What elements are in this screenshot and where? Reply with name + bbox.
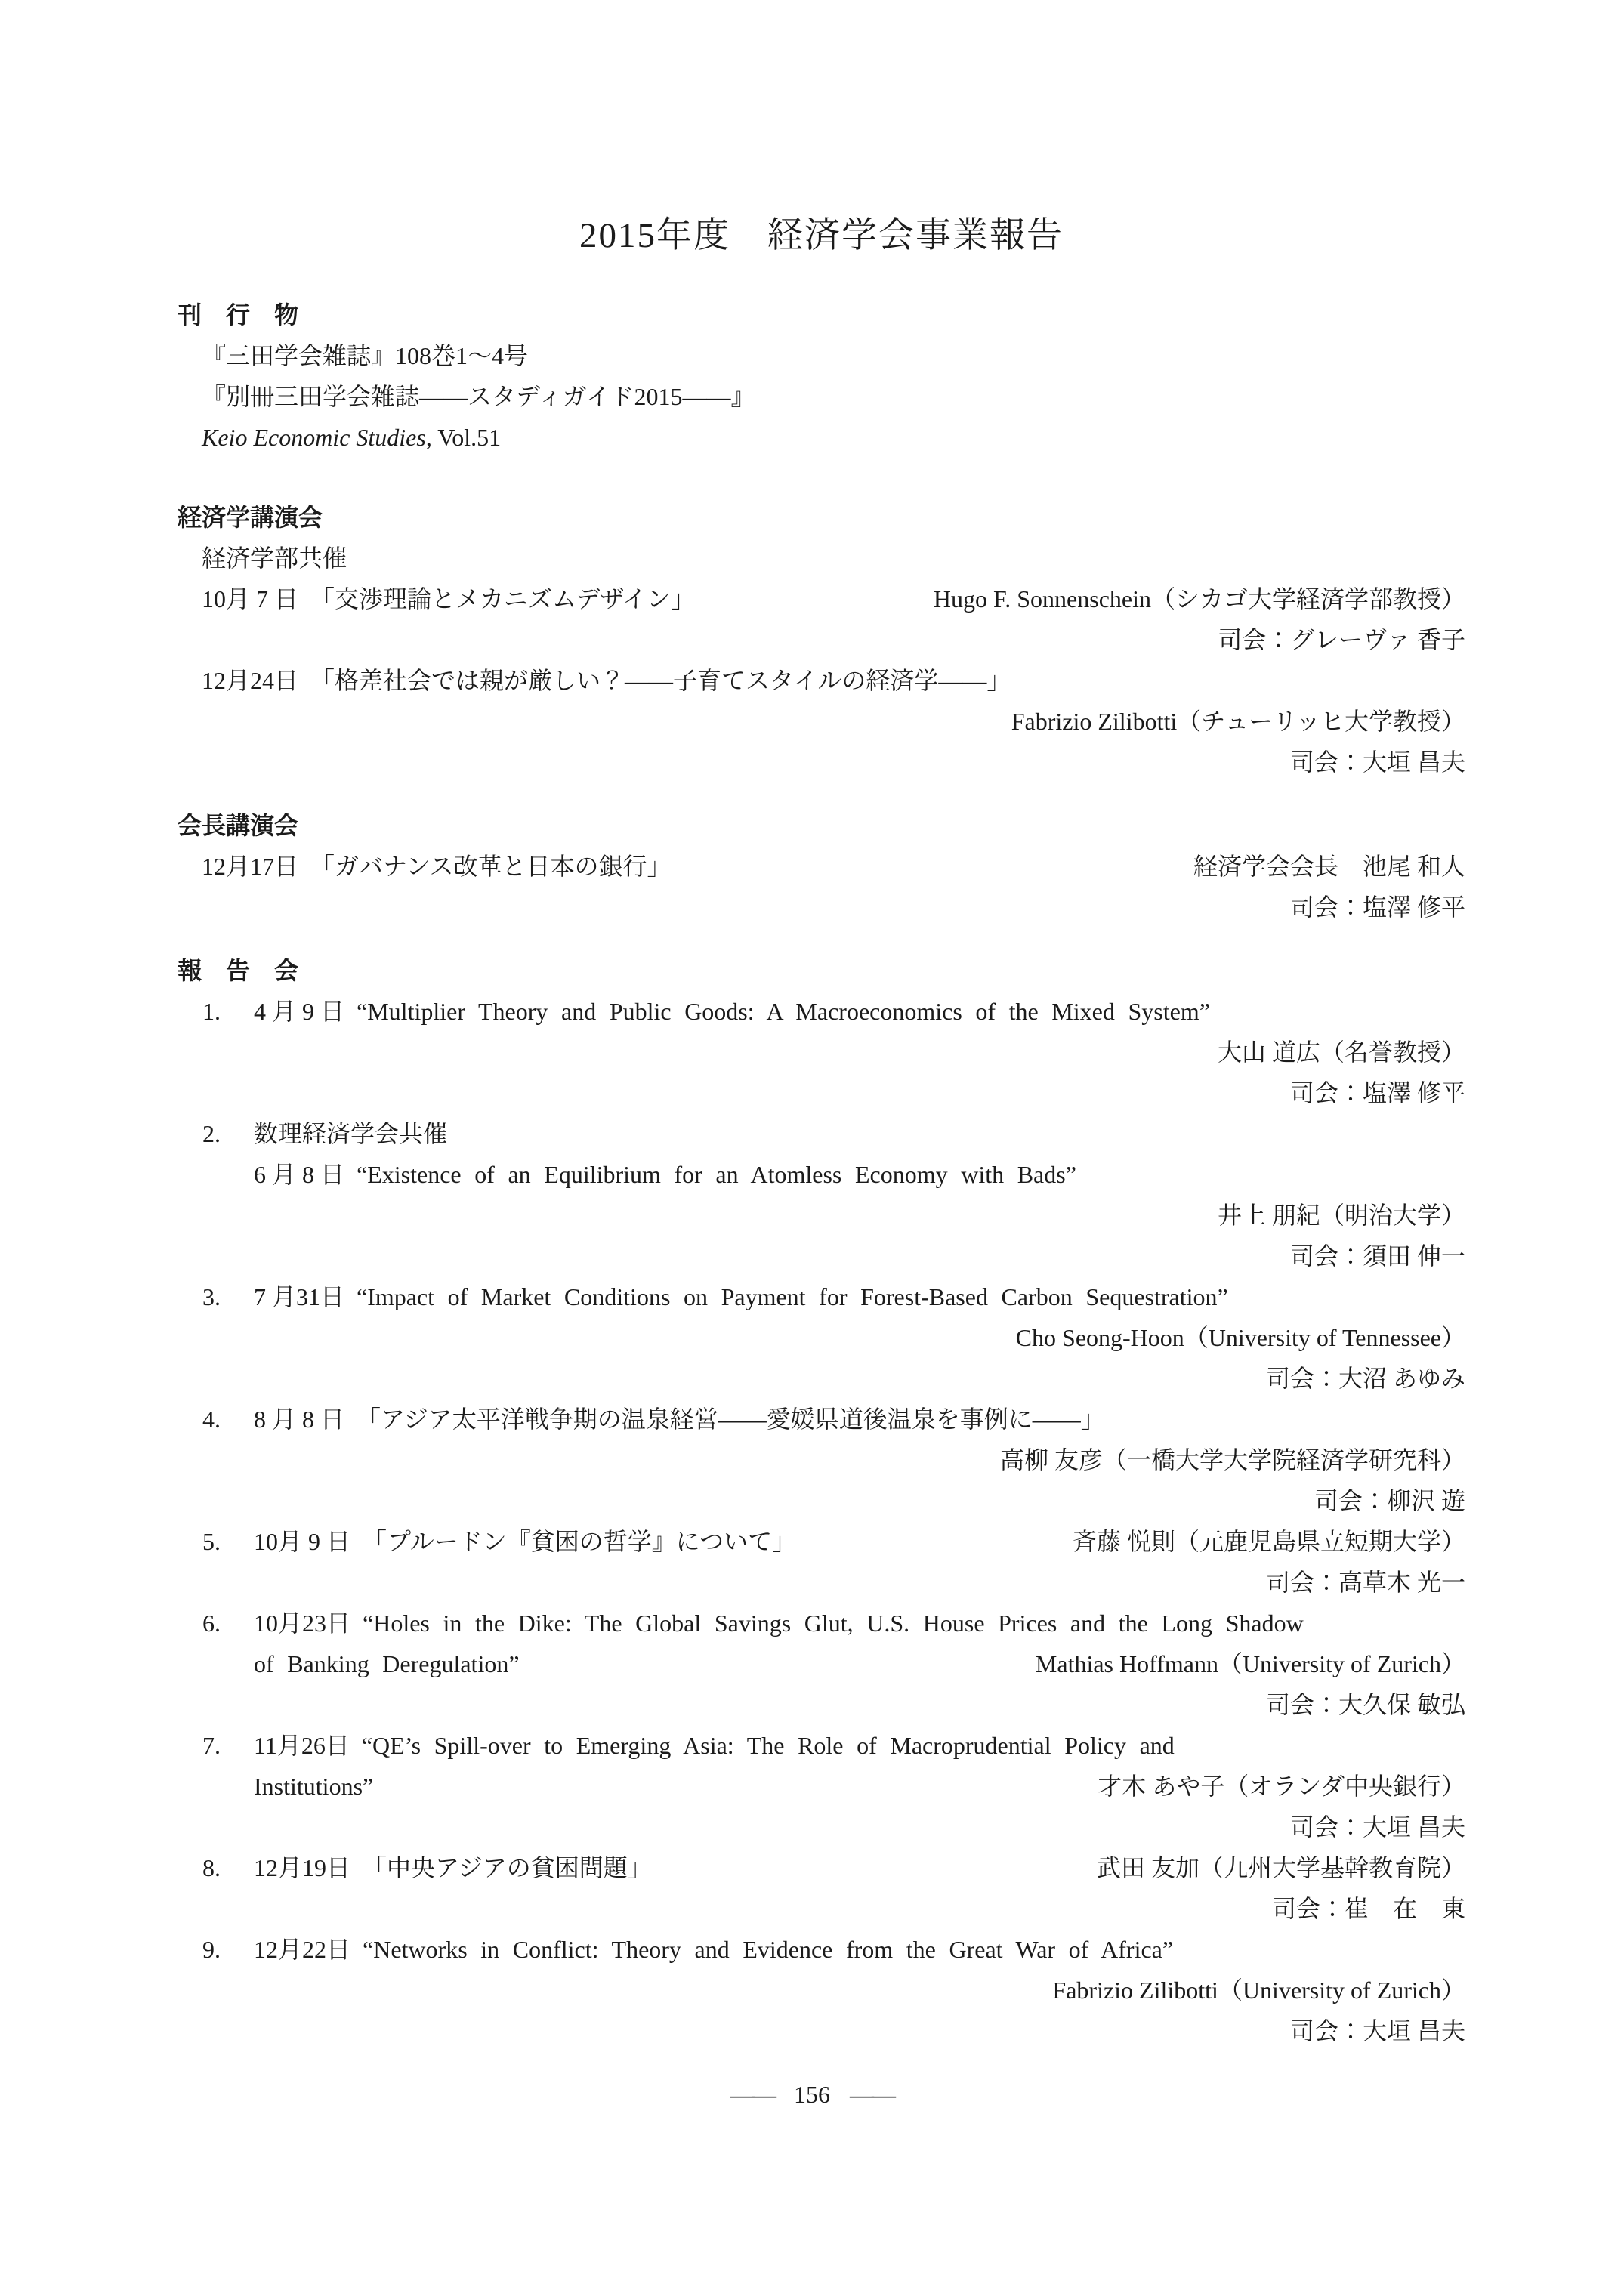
event-chair: 司会：グレーヴァ 香子 [1218, 626, 1465, 653]
report-chair: 司会：大沼 あゆみ [1265, 1365, 1465, 1392]
journal-title: Keio Economic Studies [202, 424, 426, 451]
report-title: “Multiplier Theory and Public Goods: A Macroeconomics of the Mixed System” [357, 998, 1210, 1025]
report-item [202, 1847, 1465, 1929]
report-title: 「プルードン『貧困の哲学』について」 [363, 1528, 797, 1555]
report-speaker: Mathias Hoffmann（University of Zurich） [1035, 1650, 1465, 1677]
report-item [202, 1399, 1465, 1521]
president-heading: 会長講演会 [178, 812, 299, 839]
report-chair: 司会：大久保 敏弘 [1265, 1691, 1465, 1718]
report-chair: 司会：大垣 昌夫 [1289, 1813, 1465, 1841]
lecture-event [202, 660, 1465, 701]
footer-right-rule: —— [850, 2081, 894, 2108]
report-number: 7. [202, 1732, 221, 1759]
lecture-event [202, 579, 1465, 619]
report-date: 12月22日 [254, 1936, 351, 1963]
event-speaker: 経済学会会長 池尾 和人 [1193, 853, 1465, 880]
report-item [202, 1725, 1465, 1847]
publication-item: 『別冊三田学会雑誌——スタディガイド2015——』 [202, 383, 755, 410]
report-number: 6. [202, 1609, 221, 1637]
event-chair: 司会：塩澤 修平 [1289, 893, 1465, 921]
event-chair: 司会：大垣 昌夫 [1289, 748, 1465, 776]
report-speaker: 高柳 友彦（一橋大学大学院経済学研究科） [999, 1446, 1465, 1474]
report-date: 10月 9 日 [254, 1528, 351, 1555]
report-chair: 司会：大垣 昌夫 [1289, 2017, 1465, 2045]
event-title: 「交渉理論とメカニズムデザイン」 [310, 585, 696, 613]
report-title: 「中央アジアの貧困問題」 [363, 1854, 652, 1881]
document-content [178, 0, 1465, 2051]
report-speaker: 斉藤 悦則（元鹿児島県立短期大学） [1072, 1528, 1465, 1555]
lectures-cosponsor: 経済学部共催 [202, 545, 347, 572]
footer-left-rule: —— [730, 2081, 774, 2108]
report-title: 「アジア太平洋戦争期の温泉経営——愛媛県道後温泉を事例に——」 [357, 1406, 1105, 1433]
event-date: 12月24日 [202, 667, 299, 694]
event-title: 「格差社会では親が厳しい？——子育てスタイルの経済学——」 [310, 667, 1011, 694]
section-publications [178, 295, 1465, 458]
reports-list [202, 991, 1465, 2051]
report-item [202, 1929, 1465, 2051]
reports-heading: 報 告 会 [178, 957, 299, 984]
report-chair: 司会：柳沢 遊 [1314, 1487, 1465, 1514]
report-chair: 司会：崔 在 東 [1271, 1895, 1465, 1922]
publications-list [202, 335, 1465, 458]
event-speaker: Hugo F. Sonnenschein（シカゴ大学経済学部教授） [933, 585, 1465, 613]
report-number: 8. [202, 1854, 221, 1881]
page-footer [0, 2074, 1624, 2115]
report-date: 7 月31日 [254, 1283, 345, 1310]
report-chair: 司会：須田 伸一 [1289, 1242, 1465, 1270]
section-reports [178, 950, 1465, 2051]
report-number: 4. [202, 1406, 221, 1433]
event-title: 「ガバナンス改革と日本の銀行」 [310, 853, 672, 880]
report-number: 2. [202, 1120, 221, 1147]
report-note: 数理経済学会共催 [254, 1120, 448, 1147]
report-date: 6 月 8 日 [254, 1161, 345, 1188]
section-president-lecture [178, 805, 1465, 927]
lectures-body [202, 538, 1465, 782]
report-number: 3. [202, 1283, 221, 1310]
report-speaker: Cho Seong-Hoon（University of Tennessee） [1015, 1324, 1465, 1351]
report-item [202, 1521, 1465, 1603]
report-speaker: 武田 友加（九州大学基幹教育院） [1096, 1854, 1465, 1881]
report-date: 4 月 9 日 [254, 998, 345, 1025]
publication-item [202, 417, 1465, 458]
lectures-heading: 経済学講演会 [178, 504, 323, 531]
report-date: 11月26日 [254, 1732, 350, 1759]
report-speaker: 大山 道広（名誉教授） [1217, 1038, 1465, 1066]
report-date: 10月23日 [254, 1609, 351, 1637]
president-body [202, 846, 1465, 927]
report-number: 1. [202, 998, 221, 1025]
report-title: “Impact of Market Conditions on Payment for Forest-Based Carbon Sequestration” [357, 1283, 1228, 1310]
event-date: 12月17日 [202, 853, 299, 880]
journal-volume: , Vol.51 [425, 424, 502, 451]
report-item [202, 991, 1465, 1113]
section-lectures [178, 497, 1465, 782]
page-title: 2015年度 経済学会事業報告 [579, 216, 1064, 255]
report-item [202, 1113, 1465, 1276]
publications-heading: 刊 行 物 [178, 301, 299, 329]
report-title-line1: “Holes in the Dike: The Global Savings Glut, U.S. House Prices and the Long Shadow [363, 1609, 1304, 1637]
report-title: “Existence of an Equilibrium for an Atomless Economy with Bads” [357, 1161, 1076, 1188]
report-chair: 司会：高草木 光一 [1265, 1569, 1465, 1596]
report-date: 12月19日 [254, 1854, 351, 1881]
report-speaker: 才木 あや子（オランダ中央銀行） [1098, 1773, 1465, 1800]
report-speaker: Fabrizio Zilibotti（University of Zurich） [1052, 1977, 1465, 2004]
report-chair: 司会：塩澤 修平 [1289, 1079, 1465, 1106]
report-title-line1: “QE’s Spill-over to Emerging Asia: The Role of Macroprudential Policy and [361, 1732, 1175, 1759]
report-speaker: 井上 朋紀（明治大学） [1217, 1202, 1465, 1229]
report-date: 8 月 8 日 [254, 1406, 345, 1433]
report-item [202, 1603, 1465, 1725]
report-item [202, 1276, 1465, 1399]
report-title: “Networks in Conflict: Theory and Evidence from the Great War of Africa” [363, 1936, 1174, 1963]
publication-item: 『三田学会雑誌』108巻1～4号 [202, 342, 529, 369]
report-number: 5. [202, 1528, 221, 1555]
president-event [202, 846, 1465, 887]
report-title-line2: of Banking Deregulation” [254, 1650, 520, 1677]
report-title-line2: Institutions” [254, 1773, 374, 1800]
report-number: 9. [202, 1936, 221, 1963]
event-date: 10月 7 日 [202, 585, 299, 613]
event-speaker: Fabrizio Zilibotti（チューリッヒ大学教授） [1011, 708, 1465, 735]
page-number: 156 [794, 2081, 830, 2108]
